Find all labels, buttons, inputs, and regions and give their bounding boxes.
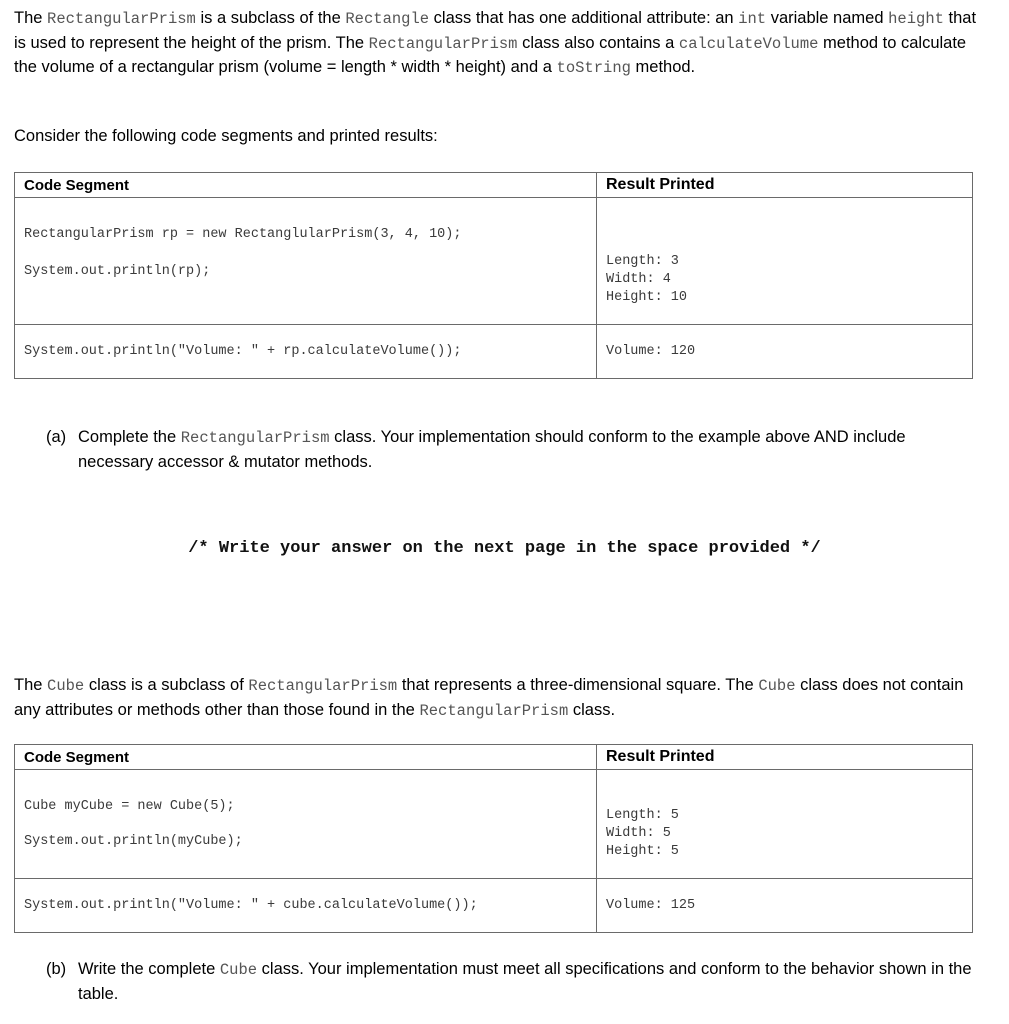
intro-text: class that has one additional attribute: an [429,9,739,27]
part-a-label: (a) [46,428,67,446]
intro-text: that is used to represent the height of the prism. The [14,9,977,52]
result-line: Height: 10 [606,290,688,305]
intro-text: method. [630,58,696,76]
inline-code: int [738,10,767,28]
header-code-segment: Code Segment [15,173,597,198]
header-code-segment: Code Segment [15,745,597,770]
intro-text: is a subclass of the [195,9,346,27]
result-cell [597,770,973,879]
result-line: Width: 4 [606,272,671,287]
intro-text: class also contains a [517,33,679,52]
consider-text: Consider the following code segments and printed results: [14,127,438,145]
code-line: System.out.println(myCube); [24,834,243,849]
intro-paragraph [14,7,979,81]
part-b [46,958,976,1006]
inline-code: Cube [758,677,796,695]
inline-code: Cube [219,961,258,979]
code-line: Cube myCube = new Cube(5); [24,799,235,814]
inline-code: Cube [47,677,85,695]
code-line: RectangularPrism rp = new RectanglularPrism(3, 4, 10); [24,227,462,242]
result-line: Length: 3 [606,254,679,269]
code-line: System.out.println(rp); [24,264,211,279]
inline-code: RectangularPrism [47,10,196,28]
code-segment-cell [15,198,597,325]
intro-text: variable named [766,9,889,27]
cube-intro-paragraph: The Cube class is a subclass of RectangularPrism that represents a three-dimensional square. The Cube class does not contain any attributes or methods other than those found in the RectangularPrism class. [14,676,964,720]
code-result-table-1 [14,172,973,379]
inline-code: RectangularPrism [248,677,398,695]
result-cell: Volume: 125 [597,879,973,933]
result-line: Height: 5 [606,844,679,859]
table-row [15,879,973,933]
part-a [46,426,976,474]
code-segment-cell: System.out.println("Volume: " + cube.calculateVolume()); [15,879,597,933]
inline-code: toString [556,59,631,77]
inline-code: height [888,10,944,28]
result-line: Width: 5 [606,826,671,841]
code-segment-cell: System.out.println("Volume: " + rp.calculateVolume()); [15,325,597,379]
part-a-text: Complete the RectangularPrism class. Your implementation should conform to the example above AND include necessary accessor & mutator methods. [78,428,906,471]
code-result-table-2 [14,744,973,933]
result-cell: Volume: 120 [597,325,973,379]
intro-text: method to calculate the volume of a rectangular prism (volume = length * width * height) and a [14,33,967,76]
code-segment-cell [15,770,597,879]
inline-code: RectangularPrism [419,701,569,720]
inline-code: Rectangle [345,10,430,28]
table-row [15,198,973,325]
inline-code: RectangularPrism [180,429,330,447]
table-row [15,325,973,379]
result-line: Length: 5 [606,808,679,823]
header-result-printed: Result Printed [597,173,973,198]
intro-text: The [14,9,48,27]
part-b-text: Write the complete Cube class. Your implementation must meet all specifications and conform to the behavior shown in the table. [78,960,972,1003]
table-row [15,770,973,879]
inline-code: RectangularPrism [368,34,518,53]
inline-code: calculateVolume [678,34,819,53]
answer-note: /* Write your answer on the next page in the space provided */ [188,539,821,558]
result-cell [597,198,973,325]
part-b-label: (b) [46,960,67,978]
header-result-printed: Result Printed [597,745,973,770]
